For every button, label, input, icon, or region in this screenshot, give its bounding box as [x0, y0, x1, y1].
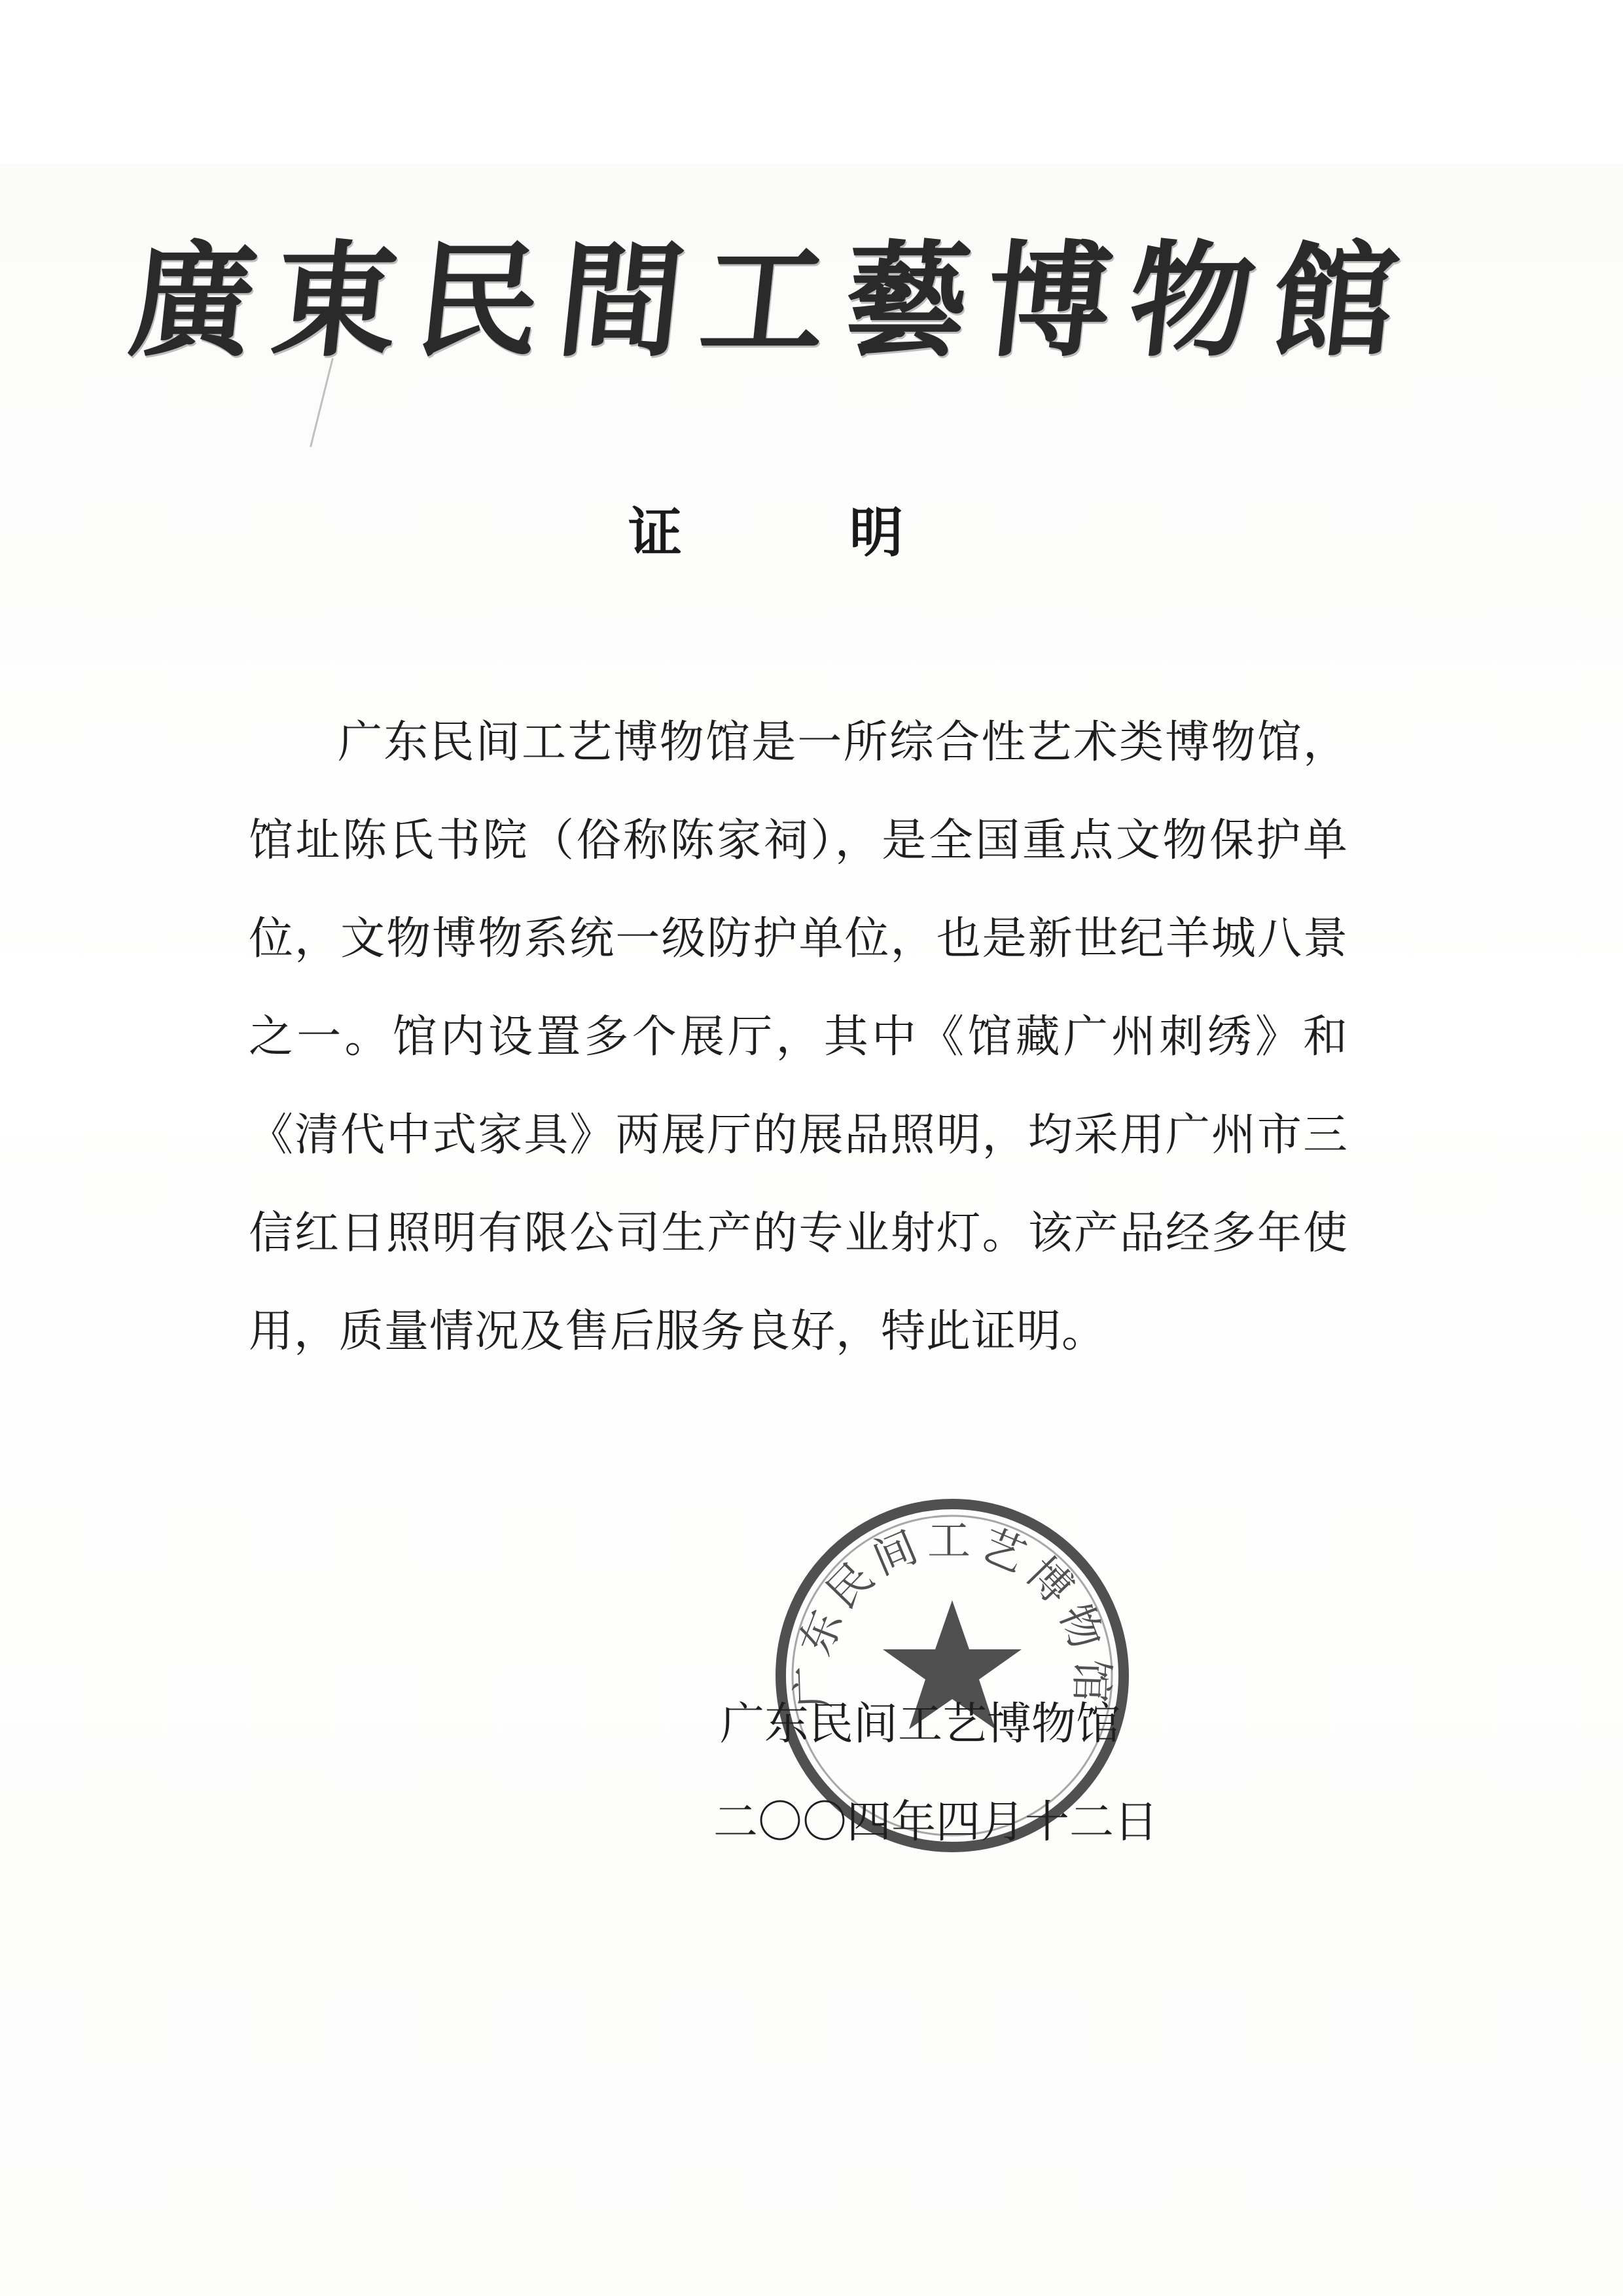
letterhead-char: 博: [979, 228, 1137, 374]
certificate-body-paragraph: 广东民间工艺博物馆是一所综合性艺术类博物馆，馆址陈氏书院（俗称陈家祠），是全国重点文物保护单位，文物博物系统一级防护单位，也是新世纪羊城八景之一。馆内设置多个展厅，其中《馆藏广州刺绣》和《清代中式家具》两展厅的展品照明，均采用广州市三信红日照明有限公司生产的专业射灯。该产品经多年使用，质量情况及售后服务良好，特此证明。: [249, 717, 1348, 1357]
letterhead-char: 廣: [123, 228, 281, 374]
letterhead-char: 藝: [836, 228, 995, 374]
signature-date: 二〇〇四年四月十二日: [713, 1797, 1159, 1848]
letterhead-char: 工: [694, 228, 852, 374]
seal-arc-text: 广东民间工艺博物馆: [787, 1515, 1118, 1710]
letterhead-char: 東: [266, 228, 424, 374]
title-char-1: 证: [628, 502, 683, 564]
letterhead-char: 物: [1122, 228, 1280, 374]
letterhead-char: 館: [1264, 228, 1423, 374]
signature-block: [713, 1676, 1211, 1872]
title-char-2: 明: [849, 502, 903, 564]
signature-organization: 广东民间工艺博物馆: [720, 1698, 1121, 1750]
document-title: [628, 497, 903, 569]
letterhead-char: 民: [408, 228, 567, 374]
letterhead-char: 間: [551, 228, 709, 374]
letterhead-calligraphy: [122, 216, 1448, 386]
